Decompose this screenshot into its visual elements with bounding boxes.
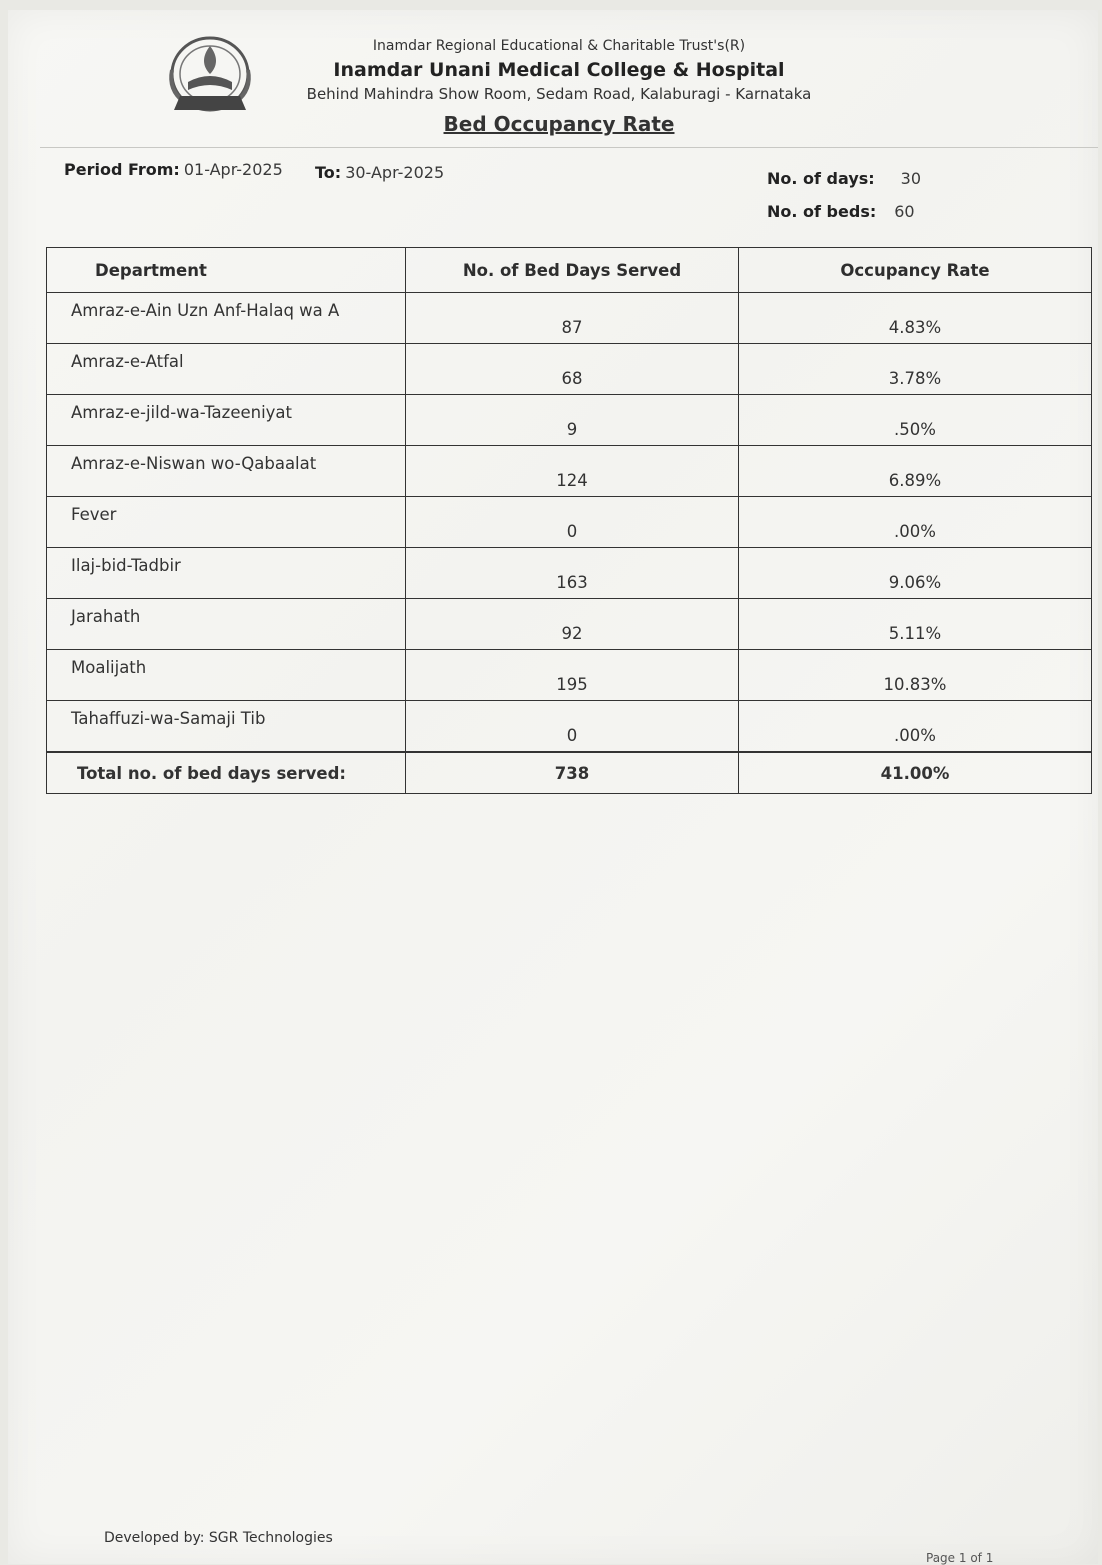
rate-cell: 10.83% bbox=[739, 650, 1092, 701]
bed-days-cell: 87 bbox=[406, 293, 739, 344]
column-header-bed-days: No. of Bed Days Served bbox=[406, 248, 739, 293]
department-cell: Amraz-e-Atfal bbox=[47, 344, 406, 395]
days-value: 30 bbox=[900, 169, 922, 188]
table-row bbox=[47, 599, 1092, 650]
period-from bbox=[64, 160, 283, 179]
department-cell: Amraz-e-jild-wa-Tazeeniyat bbox=[47, 395, 406, 446]
developer-credit: Developed by: SGR Technologies bbox=[104, 1530, 333, 1546]
total-bed-days: 738 bbox=[406, 752, 739, 794]
rate-cell: .50% bbox=[739, 395, 1092, 446]
rate-cell: 9.06% bbox=[739, 548, 1092, 599]
college-name: Inamdar Unani Medical College & Hospital bbox=[333, 59, 785, 81]
page-number: Page 1 of 1 bbox=[926, 1551, 994, 1565]
table-header-row bbox=[47, 248, 1092, 293]
table-row bbox=[47, 446, 1092, 497]
bed-days-cell: 0 bbox=[406, 701, 739, 753]
table-row bbox=[47, 650, 1092, 701]
table-row bbox=[47, 395, 1092, 446]
department-cell: Ilaj-bid-Tadbir bbox=[47, 548, 406, 599]
days-label: No. of days: bbox=[767, 169, 875, 188]
bed-days-cell: 163 bbox=[406, 548, 739, 599]
department-cell: Tahaffuzi-wa-Samaji Tib bbox=[47, 701, 406, 753]
total-rate: 41.00% bbox=[739, 752, 1092, 794]
table-row bbox=[47, 497, 1092, 548]
table-row bbox=[47, 701, 1092, 753]
bed-days-cell: 0 bbox=[406, 497, 739, 548]
department-cell: Fever bbox=[47, 497, 406, 548]
rate-cell: 6.89% bbox=[739, 446, 1092, 497]
bed-days-cell: 124 bbox=[406, 446, 739, 497]
period-from-label: Period From: bbox=[64, 160, 180, 179]
total-label: Total no. of bed days served: bbox=[47, 752, 406, 794]
rate-cell: 3.78% bbox=[739, 344, 1092, 395]
beds-value: 60 bbox=[894, 202, 915, 221]
period-to-label: To: bbox=[315, 163, 342, 182]
department-cell: Moalijath bbox=[47, 650, 406, 701]
bed-days-cell: 92 bbox=[406, 599, 739, 650]
column-header-occupancy-rate: Occupancy Rate bbox=[739, 248, 1092, 293]
period-to-value: 30-Apr-2025 bbox=[345, 163, 445, 182]
table-row bbox=[47, 344, 1092, 395]
column-header-department: Department bbox=[47, 248, 406, 293]
beds-count bbox=[767, 202, 915, 221]
bed-days-cell: 195 bbox=[406, 650, 739, 701]
department-cell: Amraz-e-Niswan wo-Qabaalat bbox=[47, 446, 406, 497]
days-count bbox=[767, 169, 921, 188]
bed-days-cell: 9 bbox=[406, 395, 739, 446]
table-row bbox=[47, 548, 1092, 599]
department-cell: Jarahath bbox=[47, 599, 406, 650]
total-row bbox=[47, 752, 1092, 794]
report-title: Bed Occupancy Rate bbox=[443, 112, 675, 136]
trust-name: Inamdar Regional Educational & Charitable Trust's(R) bbox=[372, 38, 746, 54]
occupancy-table bbox=[46, 247, 1092, 794]
bed-days-cell: 68 bbox=[406, 344, 739, 395]
rate-cell: 4.83% bbox=[739, 293, 1092, 344]
beds-label: No. of beds: bbox=[767, 202, 877, 221]
period-to bbox=[315, 163, 444, 182]
table-row bbox=[47, 293, 1092, 344]
college-address: Behind Mahindra Show Room, Sedam Road, Kalaburagi - Karnataka bbox=[306, 85, 812, 103]
department-cell: Amraz-e-Ain Uzn Anf-Halaq wa A bbox=[47, 293, 406, 344]
rate-cell: .00% bbox=[739, 701, 1092, 753]
rate-cell: 5.11% bbox=[739, 599, 1092, 650]
rate-cell: .00% bbox=[739, 497, 1092, 548]
header-divider bbox=[40, 147, 1098, 148]
period-from-value: 01-Apr-2025 bbox=[183, 160, 283, 179]
